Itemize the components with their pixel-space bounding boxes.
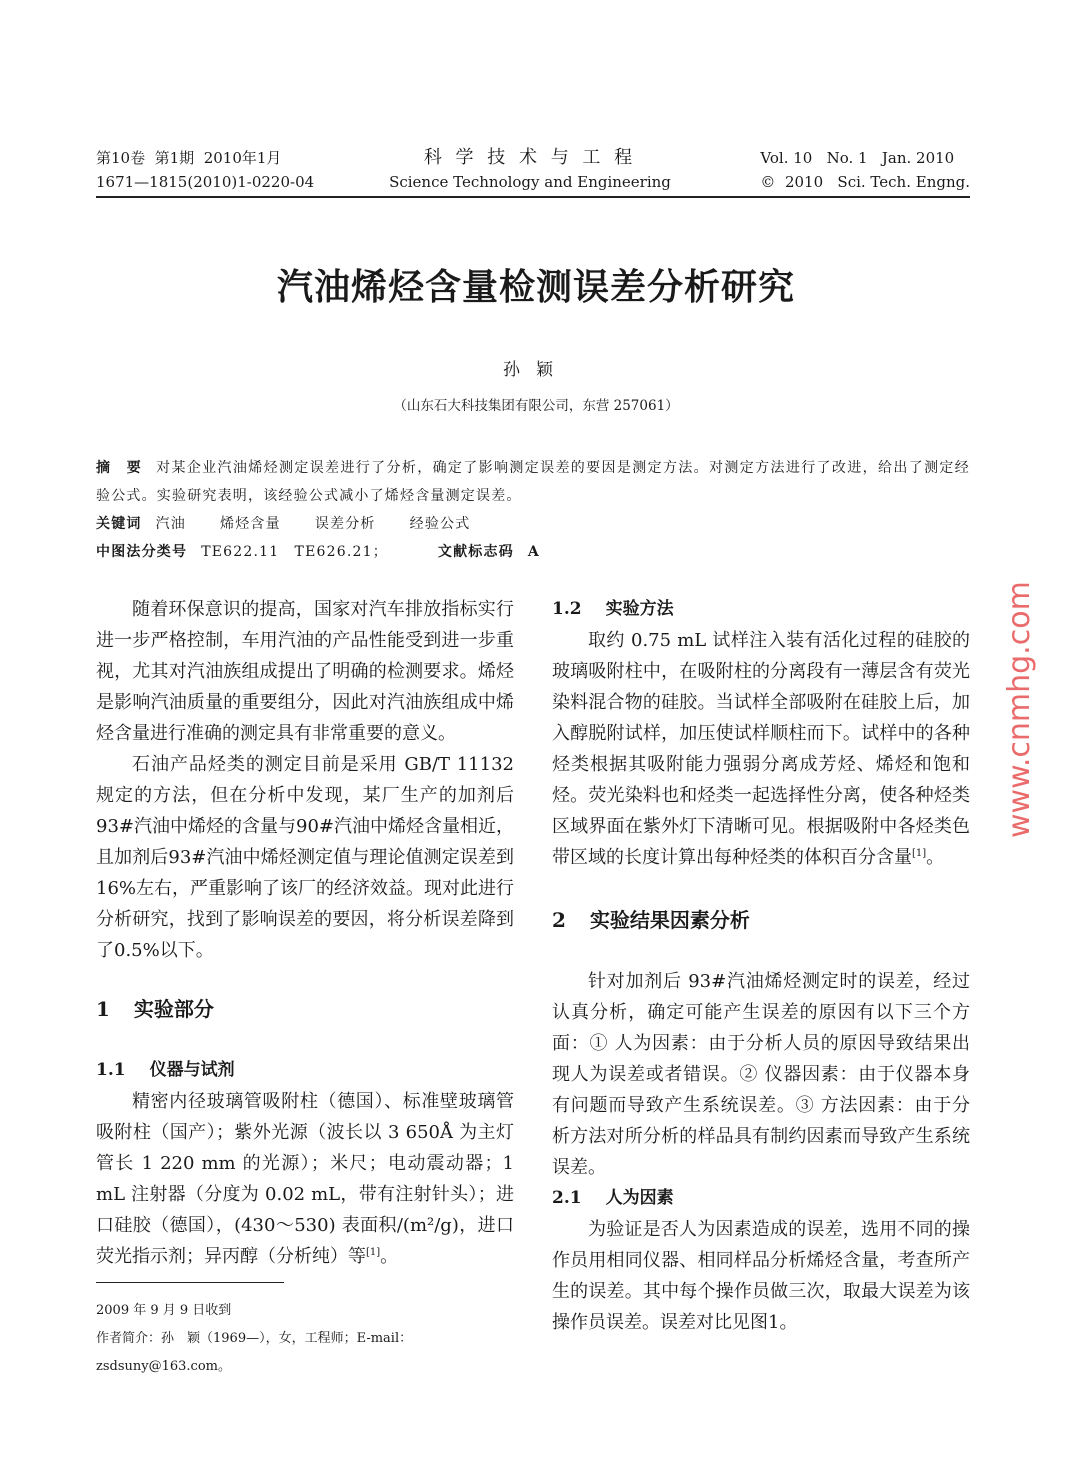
- clc-value: TE622.11 TE626.21；: [201, 544, 388, 560]
- subsection-heading: [96, 1055, 514, 1086]
- paper-title: 汽油烯烃含量检测误差分析研究: [276, 266, 795, 308]
- two-column-body: [96, 594, 970, 1381]
- footnotes: [96, 1297, 514, 1381]
- section-number: 1: [96, 997, 110, 1021]
- journal-name-cn: 科 学 技 术 与 工 程: [423, 147, 637, 168]
- subsection-number: 2.1: [552, 1188, 582, 1208]
- subsection-title: 人为因素: [605, 1188, 674, 1208]
- paragraph-text: 精密内径玻璃管吸附柱（德国）、标准壁玻璃管吸附柱（国产）；紫外光源（波长以 3 650Å 为主灯管长 1 220 mm 的光源）；米尺；电动震动器；1 mL 注射器（分度为 0.02 mL，带有注射针头）；进口硅胶（德国），(430～530) 表面积/(m²/g)，进口荧光指示剂；异丙醇（分析纯）等: [96, 1091, 514, 1267]
- keyword: 误差分析: [314, 516, 376, 532]
- clc-label: 中图法分类号: [96, 544, 188, 560]
- issue-line: 第10卷 第1期 2010年1月: [96, 149, 282, 167]
- keywords: [96, 510, 970, 538]
- paragraph-tail: 。: [380, 1246, 399, 1267]
- received-date: 2009 年 9 月 9 日收到: [96, 1303, 232, 1318]
- left-column: [96, 594, 514, 1381]
- intro-paragraph: 随着环保意识的提高，国家对汽车排放指标实行进一步严格控制，车用汽油的产品性能受到进一步重视，尤其对汽油族组成提出了明确的检测要求。烯烃是影响汽油质量的重要组分，因此对汽油族组成中烯烃含量进行准确的测定具有非常重要的意义。: [96, 599, 514, 744]
- abstract-label: 摘 要: [96, 460, 143, 476]
- doc-code-label: 文献标志码: [437, 544, 514, 560]
- paragraph-text: 取约 0.75 mL 试样注入装有活化过程的硅胶的玻璃吸附柱中，在吸附柱的分离段有一薄层含有荧光染料混合物的硅胶。当试样全部吸附在硅胶上后，加入醇脱附试样，加压使试样顺柱而下。试样中的各种烃类根据其吸附能力强弱分离成芳烃、烯烃和饱和烃。荧光染料也和烃类一起选择性分离，使各种烃类区域界面在紫外灯下清晰可见。根据吸附中各烃类色带区域的长度计算出每种烃类的体积百分含量: [552, 630, 970, 868]
- keyword: 经验公式: [409, 516, 471, 532]
- citation: [1]: [912, 848, 927, 859]
- right-column: [552, 594, 970, 1338]
- paragraph: [552, 625, 970, 873]
- article-number: 1671—1815(2010)1-0220-04: [96, 173, 315, 191]
- copyright-line: © 2010 Sci. Tech. Engng.: [760, 173, 970, 191]
- abstract: [96, 454, 970, 510]
- paragraph-tail: 。: [926, 847, 945, 868]
- keyword: 烯烃含量: [220, 516, 281, 532]
- abstract-text: 对某企业汽油烯烃测定误差进行了分析，确定了影响测定误差的要因是测定方法。对测定方法进行了改进，给出了测定经验公式。实验研究表明，该经验公式减小了烯烃含量测定误差。: [96, 460, 970, 504]
- paragraph: [96, 1086, 514, 1272]
- author-bio: 作者简介：孙 颖（1969—），女，工程师；E-mail：zsdsuny@163.com。: [96, 1331, 413, 1374]
- affiliation: （山东石大科技集团有限公司，东营 257061）: [393, 398, 679, 414]
- citation: [1]: [366, 1247, 381, 1258]
- subsection-number: 1.2: [552, 599, 582, 619]
- subsection-heading: [552, 1183, 970, 1214]
- watermark: www.cnmhg.com: [1002, 581, 1037, 838]
- subsection-title: 仪器与试剂: [149, 1060, 235, 1080]
- section-title: 实验部分: [133, 997, 214, 1021]
- subsection-heading: [552, 594, 970, 625]
- abstract-block: [96, 454, 970, 566]
- section-number: 2: [552, 908, 566, 932]
- volume-line: Vol. 10 No. 1 Jan. 2010: [760, 149, 955, 167]
- intro-paragraph: 石油产品烃类的测定目前是采用 GB/T 11132 规定的方法，但在分析中发现，某厂生产的加剂后93#汽油中烯烃的含量与90#汽油中烯烃含量相近，且加剂后93#汽油中烯烃测定值与理论值测定误差到16%左右，严重影响了该厂的经济效益。现对此进行分析研究，找到了影响误差的要因，将分析误差降到了0.5%以下。: [96, 754, 515, 961]
- section-title: 实验结果因素分析: [589, 908, 750, 932]
- classification: [96, 538, 970, 566]
- subsection-number: 1.1: [96, 1060, 126, 1080]
- paragraph: 为验证是否人为因素造成的误差，选用不同的操作员用相同仪器、相同样品分析烯烃含量，考查所产生的误差。其中每个操作员做三次，取最大误差为该操作员误差。误差对比见图1。: [552, 1219, 970, 1333]
- section-heading: [96, 994, 514, 1025]
- keywords-label: 关键词: [96, 516, 142, 532]
- subsection-title: 实验方法: [605, 599, 674, 619]
- journal-name-en: Science Technology and Engineering: [389, 173, 671, 191]
- footnote-rule: [96, 1282, 284, 1283]
- section-heading: [552, 905, 970, 936]
- keyword: 汽油: [155, 516, 187, 532]
- doc-code-value: A: [527, 544, 540, 560]
- paragraph: 针对加剂后 93#汽油烯烃测定时的误差，经过认真分析，确定可能产生误差的原因有以下三个方面：① 人为因素：由于分析人员的原因导致结果出现人为误差或者错误。② 仪器因素：由于仪器本身有问题而导致产生系统误差。③ 方法因素：由于分析方法对所分析的样品具有制约因素而导致产生系统误差。: [552, 971, 970, 1178]
- author-name: 孙颖: [503, 360, 569, 380]
